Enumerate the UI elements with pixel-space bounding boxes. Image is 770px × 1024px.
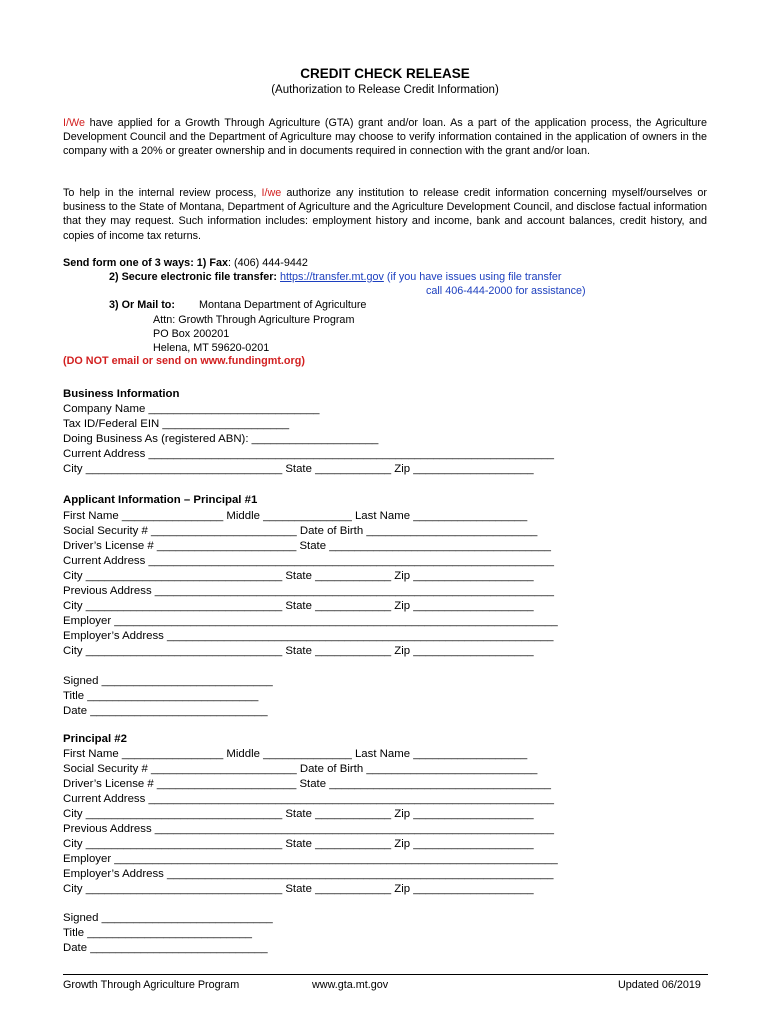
p1-employer-city-field[interactable]: City _______________________________ State ____________ Zip ___________________	[63, 645, 534, 657]
p2-previous-city-field[interactable]: City _______________________________ State ____________ Zip ___________________	[63, 838, 534, 850]
p1-city-field[interactable]: City _______________________________ State ____________ Zip ___________________	[63, 570, 534, 582]
transfer-note-1: (if you have issues using file transfer	[383, 271, 562, 283]
page-title: CREDIT CHECK RELEASE	[300, 66, 470, 81]
p1-previous-address-field[interactable]: Previous Address _______________________________________________________________	[63, 585, 554, 597]
p1-title-field[interactable]: Title ___________________________	[63, 690, 259, 702]
p2-employer-address-field[interactable]: Employer’s Address _____________________________________________________________	[63, 868, 554, 880]
p1-license-field[interactable]: Driver’s License # ______________________ State ___________________________________	[63, 540, 551, 552]
transfer-link[interactable]: https://transfer.mt.gov	[280, 271, 384, 283]
footer-website[interactable]: www.gta.mt.gov	[312, 979, 389, 991]
p2-date-field[interactable]: Date ____________________________	[63, 942, 268, 954]
intro-paragraph	[63, 116, 707, 159]
footer-divider	[63, 974, 708, 975]
mail-address-1: Montana Department of Agriculture	[199, 299, 367, 311]
p2-name-field[interactable]: First Name ________________ Middle ______________ Last Name __________________	[63, 748, 528, 760]
principal2-heading: Principal #2	[63, 733, 127, 745]
p1-previous-city-field[interactable]: City _______________________________ State ____________ Zip ___________________	[63, 600, 534, 612]
p2-license-field[interactable]: Driver’s License # ______________________ State ___________________________________	[63, 778, 551, 790]
authorization-pre: To help in the internal review process,	[63, 187, 262, 199]
mail-address-2: Attn: Growth Through Agriculture Program	[153, 314, 355, 326]
p2-previous-address-field[interactable]: Previous Address _______________________________________________________________	[63, 823, 554, 835]
p1-employer-address-field[interactable]: Employer’s Address _____________________________________________________________	[63, 630, 554, 642]
mail-label: 3) Or Mail to:	[109, 299, 175, 311]
file-transfer-label: 2) Secure electronic file transfer:	[109, 271, 278, 283]
p1-address-field[interactable]: Current Address ________________________________________________________________	[63, 555, 554, 567]
authorization-text: authorize any institution to release credit information concerning myself/ourselves or business to the State of Montana, Department of Agriculture and the Agriculture Development Council, and disclose factual information that they may request. Such information includes: employment history and income, bank and account balances, credit history, and copies of income tax returns.	[63, 187, 707, 242]
p1-employer-field[interactable]: Employer ______________________________________________________________________	[63, 615, 558, 627]
p2-signed-field[interactable]: Signed ___________________________	[63, 912, 273, 924]
business-heading: Business Information	[63, 388, 180, 400]
send-intro-line	[63, 256, 308, 270]
page-subtitle: (Authorization to Release Credit Information)	[271, 84, 499, 96]
p2-employer-field[interactable]: Employer ______________________________________________________________________	[63, 853, 558, 865]
business-city-field[interactable]: City _______________________________ State ____________ Zip ___________________	[63, 463, 534, 475]
authorization-paragraph	[63, 186, 707, 243]
business-address-field[interactable]: Current Address ________________________________________________________________	[63, 448, 554, 460]
transfer-note-2: call 406-444-2000 for assistance)	[426, 285, 586, 297]
i-we-lead: I/We	[63, 117, 85, 129]
send-intro: Send form one of 3 ways: 1) Fax	[63, 257, 228, 269]
p2-city-field[interactable]: City _______________________________ State ____________ Zip ___________________	[63, 808, 534, 820]
i-we-lead-2: I/we	[261, 187, 282, 199]
p1-signed-field[interactable]: Signed ___________________________	[63, 675, 273, 687]
mail-address-4: Helena, MT 59620-0201	[153, 342, 270, 354]
email-warning: (DO NOT email or send on www.fundingmt.org)	[63, 355, 305, 367]
principal1-heading: Applicant Information – Principal #1	[63, 494, 258, 506]
p1-ssn-field[interactable]: Social Security # _______________________ Date of Birth ___________________________	[63, 525, 538, 537]
company-name-field[interactable]: Company Name ___________________________	[63, 403, 320, 415]
p2-ssn-field[interactable]: Social Security # _______________________ Date of Birth ___________________________	[63, 763, 538, 775]
intro-paragraph-text: have applied for a Growth Through Agriculture (GTA) grant and/or loan. As a part of the application process, the Agriculture Development Council and the Department of Agriculture may choose to verify information contained in the application of owners in the company with a 20% or greater ownership and in documents required in connection with the grant and/or loan.	[63, 117, 707, 158]
p2-address-field[interactable]: Current Address ________________________________________________________________	[63, 793, 554, 805]
p1-name-field[interactable]: First Name ________________ Middle ______________ Last Name __________________	[63, 510, 528, 522]
fax-number: : (406) 444-9442	[228, 257, 308, 269]
tax-id-field[interactable]: Tax ID/Federal EIN ____________________	[63, 418, 290, 430]
file-transfer-line	[109, 270, 562, 284]
footer-updated: Updated 06/2019	[618, 979, 701, 991]
p1-date-field[interactable]: Date ____________________________	[63, 705, 268, 717]
p2-employer-city-field[interactable]: City _______________________________ State ____________ Zip ___________________	[63, 883, 534, 895]
mail-address-3: PO Box 200201	[153, 328, 230, 340]
dba-field[interactable]: Doing Business As (registered ABN): ____________________	[63, 433, 379, 445]
p2-title-field[interactable]: Title __________________________	[63, 927, 252, 939]
footer-program: Growth Through Agriculture Program	[63, 979, 240, 991]
